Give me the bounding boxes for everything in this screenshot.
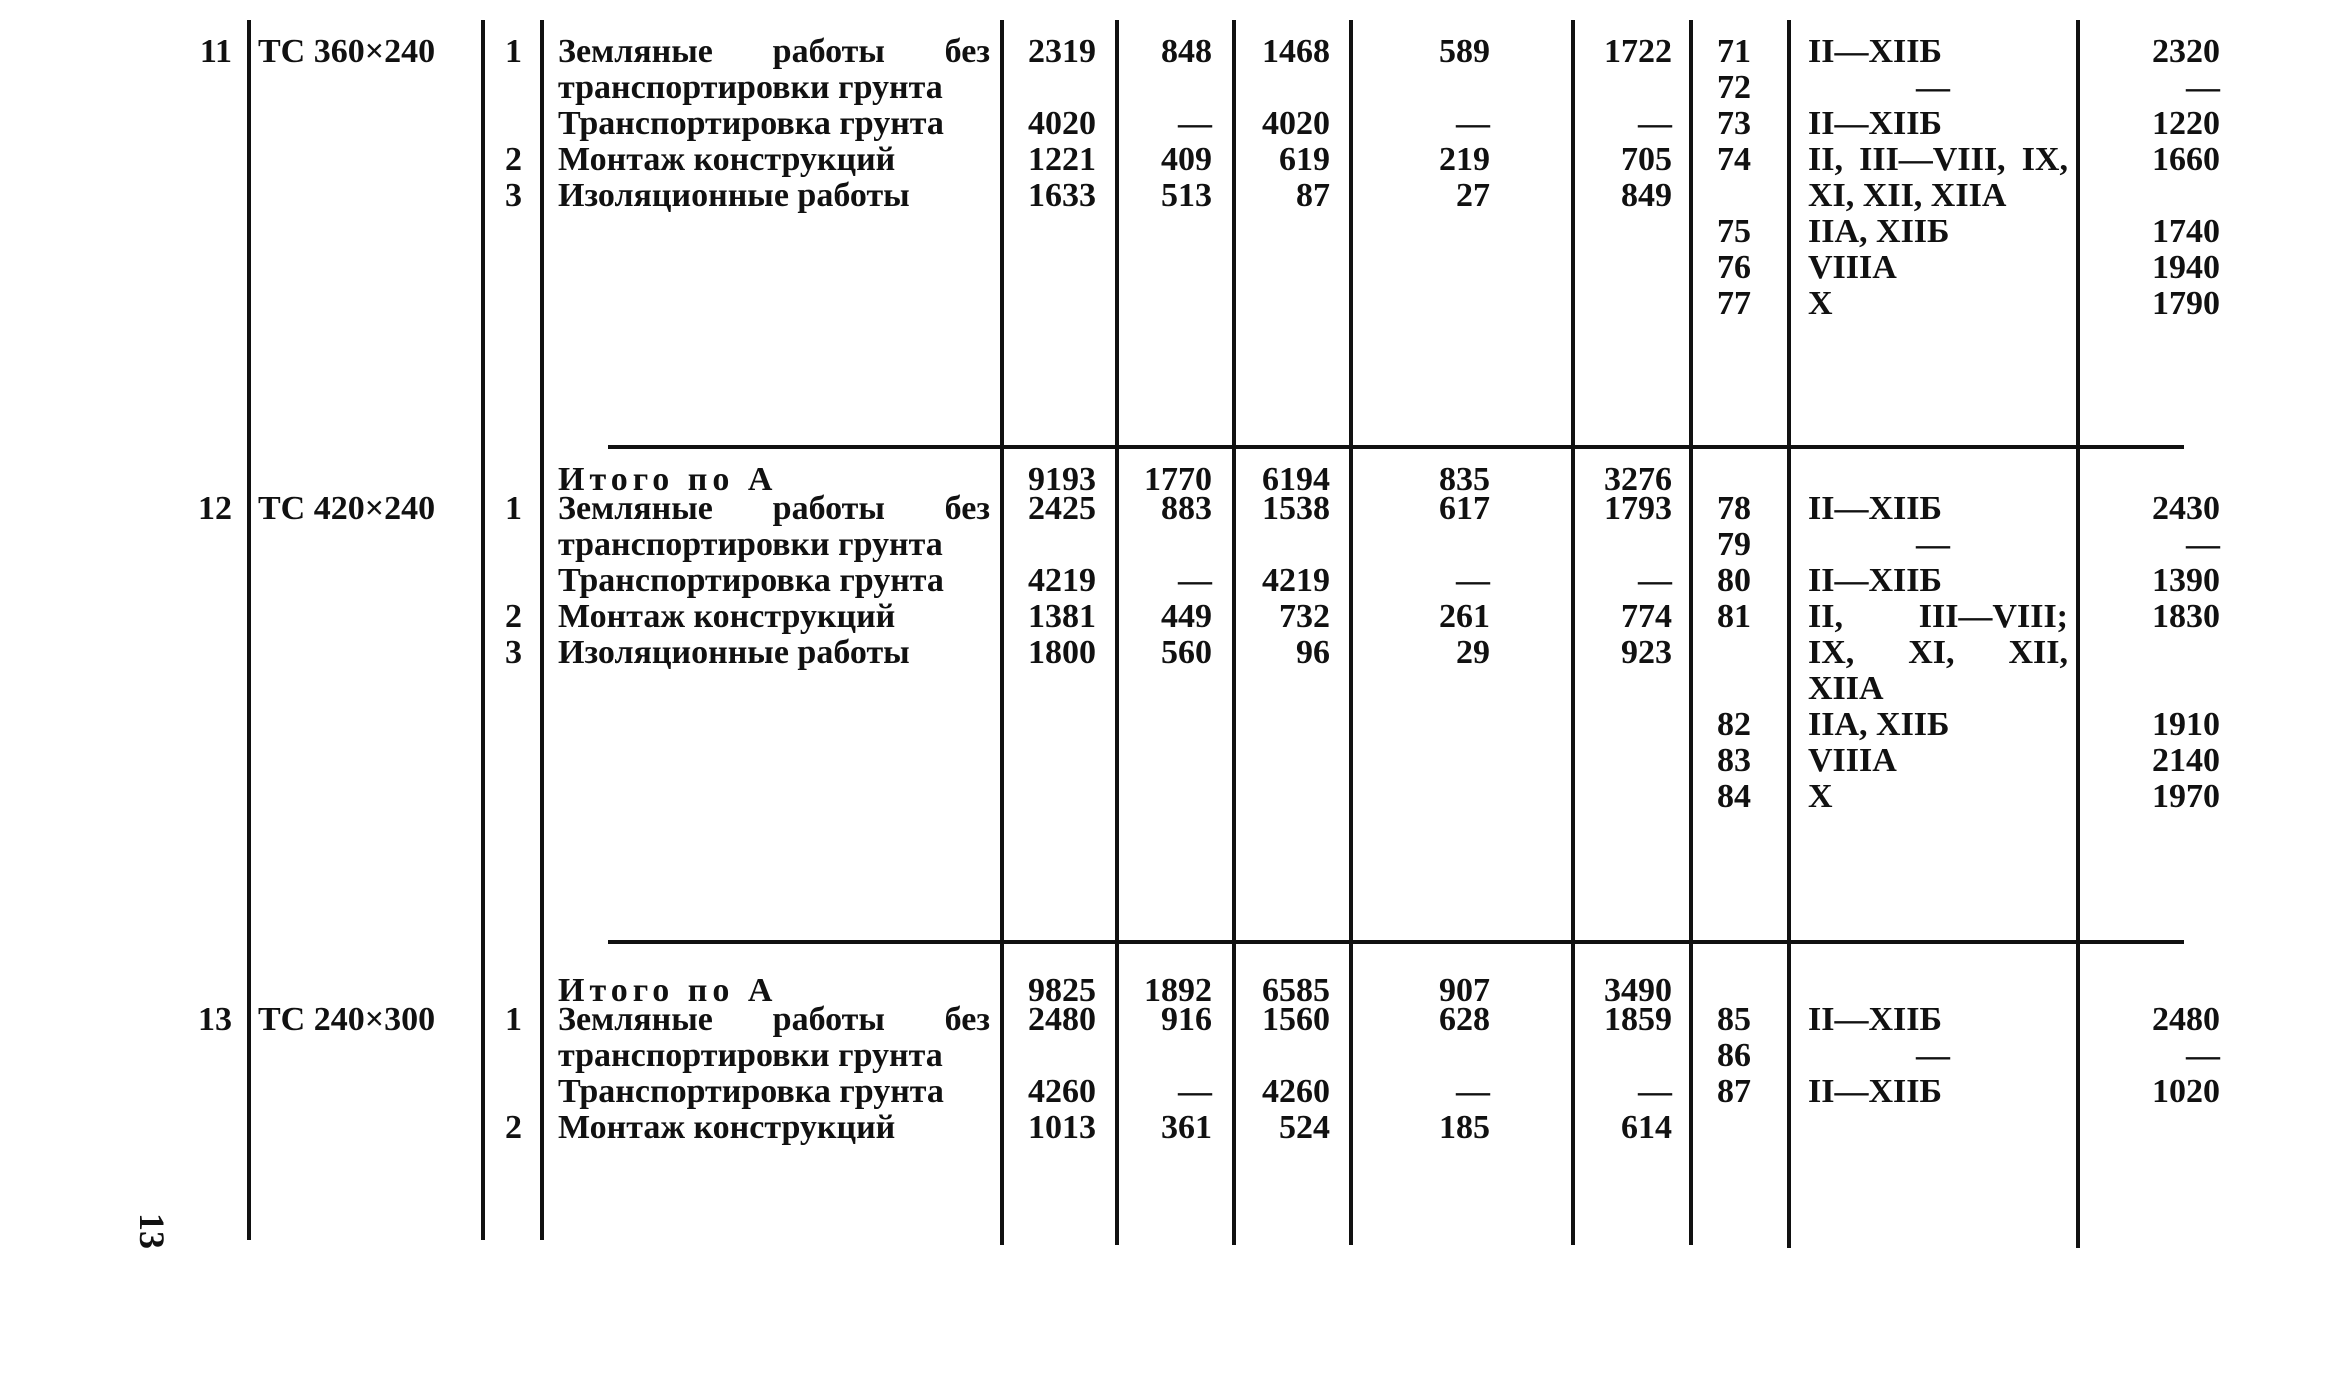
structure-type: ТС 360×240 — [258, 33, 436, 70]
climate-zone: II—XIIБ — [1808, 562, 1942, 599]
reference-number: 79 — [1717, 526, 1751, 563]
climate-zone: X — [1808, 285, 1833, 322]
climate-zone: II—XIIБ — [1808, 1073, 1942, 1110]
structure-type: ТС 420×240 — [258, 490, 436, 527]
value-cell-c1: 1381 — [1028, 598, 1096, 635]
work-name: Транспортировка грунта — [558, 1073, 944, 1110]
value-cell-c4: 617 — [1439, 490, 1490, 527]
value-cell-c2: 409 — [1161, 141, 1212, 178]
subitem-number: 1 — [505, 33, 522, 70]
value-cell-c3: 1538 — [1262, 490, 1330, 527]
value-cell-c5: 614 — [1621, 1109, 1672, 1146]
value-cell-c3: 732 — [1279, 598, 1330, 635]
zone-value: 1970 — [2152, 778, 2220, 815]
value-cell-c5: 1722 — [1604, 33, 1672, 70]
work-name: транспортировки грунта — [558, 69, 943, 106]
value-cell-c5: 849 — [1621, 177, 1672, 214]
work-name: Транспортировка грунта — [558, 562, 944, 599]
subitem-number: 1 — [505, 1001, 522, 1038]
zone-value: — — [2186, 526, 2220, 563]
reference-number: 77 — [1717, 285, 1751, 322]
value-cell-c1: 4260 — [1028, 1073, 1096, 1110]
reference-number: 84 — [1717, 778, 1751, 815]
reference-number: 85 — [1717, 1001, 1751, 1038]
group-number: 13 — [198, 1001, 232, 1038]
climate-zone: II—XIIБ — [1808, 1001, 1942, 1038]
value-cell-c5: 705 — [1621, 141, 1672, 178]
climate-zone: — — [1916, 526, 1950, 563]
value-cell-c4: — — [1456, 562, 1490, 599]
zone-value: 2320 — [2152, 33, 2220, 70]
work-name: транспортировки грунта — [558, 526, 943, 563]
reference-number: 75 — [1717, 213, 1751, 250]
zone-value: 1830 — [2152, 598, 2220, 635]
reference-number: 71 — [1717, 33, 1751, 70]
value-cell-c2: 560 — [1161, 634, 1212, 671]
subitem-number: 3 — [505, 177, 522, 214]
total-c2: 1892 — [1144, 972, 1212, 1009]
climate-zone: II, III—VIII; — [1808, 598, 2068, 635]
value-cell-c4: — — [1456, 1073, 1490, 1110]
work-name: Изоляционные работы — [558, 634, 910, 671]
value-cell-c3: 524 — [1279, 1109, 1330, 1146]
zone-value: 1910 — [2152, 706, 2220, 743]
value-cell-c1: 2319 — [1028, 33, 1096, 70]
climate-zone: X — [1808, 778, 1833, 815]
value-cell-c5: — — [1638, 562, 1672, 599]
total-c1: 9193 — [1028, 461, 1096, 498]
climate-zone: XI, XII, XIIА — [1808, 177, 2007, 214]
value-cell-c3: 1468 — [1262, 33, 1330, 70]
zone-value: 1740 — [2152, 213, 2220, 250]
column-rule — [540, 20, 544, 1240]
reference-number: 81 — [1717, 598, 1751, 635]
total-c3: 6585 — [1262, 972, 1330, 1009]
subitem-number: 3 — [505, 634, 522, 671]
total-c5: 3490 — [1604, 972, 1672, 1009]
climate-zone: IX, XI, XII, — [1808, 634, 2068, 671]
value-cell-c5: 774 — [1621, 598, 1672, 635]
climate-zone: IIА, XIIБ — [1808, 213, 1950, 250]
value-cell-c5: 923 — [1621, 634, 1672, 671]
climate-zone: II, III—VIII, IX, — [1808, 141, 2068, 178]
column-rule — [1349, 20, 1353, 1245]
zone-value: 1790 — [2152, 285, 2220, 322]
subitem-number: 2 — [505, 141, 522, 178]
reference-number: 76 — [1717, 249, 1751, 286]
value-cell-c3: 87 — [1296, 177, 1330, 214]
value-cell-c2: — — [1178, 1073, 1212, 1110]
value-cell-c4: 29 — [1456, 634, 1490, 671]
zone-value: 1220 — [2152, 105, 2220, 142]
value-cell-c3: 4260 — [1262, 1073, 1330, 1110]
climate-zone: — — [1916, 69, 1950, 106]
total-c4: 907 — [1439, 972, 1490, 1009]
climate-zone: — — [1916, 1037, 1950, 1074]
value-cell-c5: 1793 — [1604, 490, 1672, 527]
work-name: Монтаж конструкций — [558, 1109, 896, 1146]
column-rule — [2076, 20, 2080, 1248]
value-cell-c1: 1800 — [1028, 634, 1096, 671]
climate-zone: VIIIА — [1808, 249, 1897, 286]
work-name: Монтаж конструкций — [558, 141, 896, 178]
subitem-number: 2 — [505, 598, 522, 635]
value-cell-c1: 4020 — [1028, 105, 1096, 142]
climate-zone: XIIА — [1808, 670, 1884, 707]
climate-zone: IIА, XIIБ — [1808, 706, 1950, 743]
total-c4: 835 — [1439, 461, 1490, 498]
value-cell-c1: 4219 — [1028, 562, 1096, 599]
value-cell-c2: 361 — [1161, 1109, 1212, 1146]
value-cell-c1: 2425 — [1028, 490, 1096, 527]
value-cell-c2: — — [1178, 562, 1212, 599]
reference-number: 86 — [1717, 1037, 1751, 1074]
group-rule — [608, 940, 2184, 944]
reference-number: 82 — [1717, 706, 1751, 743]
total-c2: 1770 — [1144, 461, 1212, 498]
page-number: 13 — [132, 1213, 172, 1249]
value-cell-c3: 4020 — [1262, 105, 1330, 142]
zone-value: — — [2186, 69, 2220, 106]
value-cell-c2: — — [1178, 105, 1212, 142]
climate-zone: VIIIА — [1808, 742, 1897, 779]
work-name: Земляные работы без — [558, 33, 990, 70]
value-cell-c4: 261 — [1439, 598, 1490, 635]
value-cell-c4: 219 — [1439, 141, 1490, 178]
group-number: 11 — [199, 33, 232, 70]
zone-value: 1390 — [2152, 562, 2220, 599]
zone-value: 1020 — [2152, 1073, 2220, 1110]
value-cell-c3: 619 — [1279, 141, 1330, 178]
zone-value: 2430 — [2152, 490, 2220, 527]
value-cell-c1: 1013 — [1028, 1109, 1096, 1146]
value-cell-c2: 916 — [1161, 1001, 1212, 1038]
reference-number: 73 — [1717, 105, 1751, 142]
value-cell-c2: 883 — [1161, 490, 1212, 527]
total-label: Итого по А — [558, 972, 778, 1009]
subitem-number: 2 — [505, 1109, 522, 1146]
work-name: транспортировки грунта — [558, 1037, 943, 1074]
group-rule — [608, 445, 2184, 449]
value-cell-c2: 513 — [1161, 177, 1212, 214]
zone-value: 1940 — [2152, 249, 2220, 286]
value-cell-c5: — — [1638, 105, 1672, 142]
value-cell-c1: 1633 — [1028, 177, 1096, 214]
total-label: Итого по А — [558, 461, 778, 498]
value-cell-c4: 589 — [1439, 33, 1490, 70]
work-name: Изоляционные работы — [558, 177, 910, 214]
structure-type: ТС 240×300 — [258, 1001, 436, 1038]
reference-number: 74 — [1717, 141, 1751, 178]
reference-number: 78 — [1717, 490, 1751, 527]
work-name: Монтаж конструкций — [558, 598, 896, 635]
zone-value: 2140 — [2152, 742, 2220, 779]
column-rule — [481, 20, 485, 1240]
value-cell-c4: 628 — [1439, 1001, 1490, 1038]
reference-number: 72 — [1717, 69, 1751, 106]
column-rule — [1689, 20, 1693, 1245]
climate-zone: II—XIIБ — [1808, 105, 1942, 142]
total-c5: 3276 — [1604, 461, 1672, 498]
zone-value: — — [2186, 1037, 2220, 1074]
subitem-number: 1 — [505, 490, 522, 527]
zone-value: 1660 — [2152, 141, 2220, 178]
value-cell-c3: 1560 — [1262, 1001, 1330, 1038]
value-cell-c3: 96 — [1296, 634, 1330, 671]
reference-number: 80 — [1717, 562, 1751, 599]
climate-zone: II—XIIБ — [1808, 490, 1942, 527]
climate-zone: II—XIIБ — [1808, 33, 1942, 70]
group-number: 12 — [198, 490, 232, 527]
value-cell-c4: — — [1456, 105, 1490, 142]
reference-number: 83 — [1717, 742, 1751, 779]
value-cell-c1: 1221 — [1028, 141, 1096, 178]
value-cell-c4: 27 — [1456, 177, 1490, 214]
total-c3: 6194 — [1262, 461, 1330, 498]
reference-number: 87 — [1717, 1073, 1751, 1110]
zone-value: 2480 — [2152, 1001, 2220, 1038]
value-cell-c1: 2480 — [1028, 1001, 1096, 1038]
value-cell-c5: 1859 — [1604, 1001, 1672, 1038]
work-name: Транспортировка грунта — [558, 105, 944, 142]
value-cell-c5: — — [1638, 1073, 1672, 1110]
value-cell-c4: 185 — [1439, 1109, 1490, 1146]
work-name: Земляные работы без — [558, 490, 990, 527]
value-cell-c2: 449 — [1161, 598, 1212, 635]
value-cell-c3: 4219 — [1262, 562, 1330, 599]
value-cell-c2: 848 — [1161, 33, 1212, 70]
column-rule — [247, 20, 251, 1240]
total-c1: 9825 — [1028, 972, 1096, 1009]
column-rule — [1787, 20, 1791, 1248]
work-name: Земляные работы без — [558, 1001, 990, 1038]
